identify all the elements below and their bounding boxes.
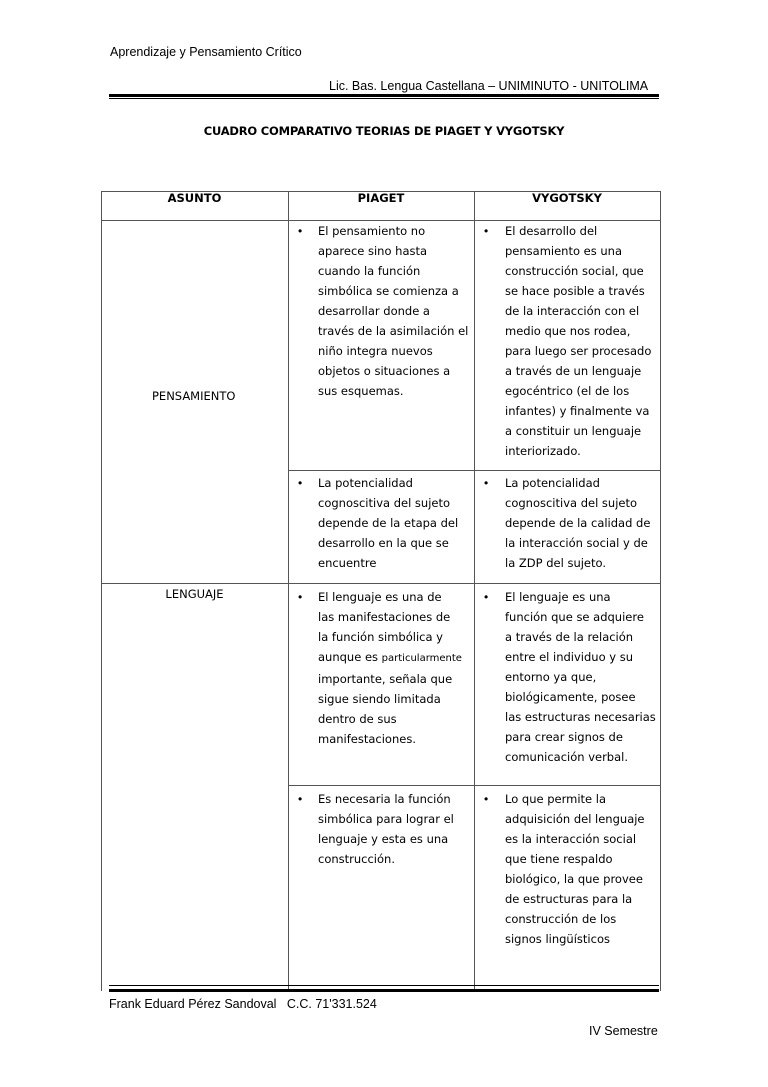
- footer-rule: [109, 989, 659, 992]
- bullet: •: [484, 476, 489, 490]
- bullet: •: [298, 224, 303, 238]
- header-rule: [109, 94, 659, 97]
- bullet: •: [484, 590, 489, 604]
- page-header-program: Lic. Bas. Lengua Castellana – UNIMINUTO - UNITOLIMA: [329, 79, 649, 93]
- vygotsky-lenguaje-point-1: El lenguaje es una función que se adquiere a través de la relación entre el individuo y su entorno ya que, biológicamente, posee las estructuras necesarias para crear signos de comunicación verbal.: [505, 590, 656, 764]
- bullet: •: [484, 224, 489, 238]
- row-label-lenguaje: LENGUAJE: [165, 587, 224, 601]
- bullet: •: [484, 792, 489, 806]
- row-label-pensamiento: PENSAMIENTO: [152, 389, 236, 403]
- header-rule-thin: [109, 98, 659, 99]
- piaget-lenguaje-point-1: El lenguaje es una de las manifestaciones de la función simbólica y aunque es particularmente importante, señala que sigue siendo limitada dentro de sus manifestaciones.: [318, 590, 462, 746]
- piaget-lenguaje-point-2: Es necesaria la función simbólica para lograr el lenguaje y esta es una construcción.: [318, 792, 454, 866]
- footer-rule-thin: [109, 985, 659, 986]
- vygotsky-pensamiento-point-2: La potencialidad cognoscitiva del sujeto depende de la calidad de la interacción social y de la ZDP del sujeto.: [505, 476, 651, 570]
- column-header-vygotsky: VYGOTSKY: [532, 191, 602, 205]
- document-title: CUADRO COMPARATIVO TEORIAS DE PIAGET Y VYGOTSKY: [203, 124, 565, 138]
- page-header-course: Aprendizaje y Pensamiento Crítico: [110, 45, 302, 59]
- page-footer-semester: IV Semestre: [589, 1024, 658, 1038]
- page-footer-author: Frank Eduard Pérez Sandoval C.C. 71'331.524: [109, 997, 377, 1011]
- vygotsky-lenguaje-point-2: Lo que permite la adquisición del lenguaje es la interacción social que tiene respaldo biológico, la que provee de estructuras para la construcción de los signos lingüísticos: [505, 792, 645, 946]
- bullet: •: [298, 476, 303, 490]
- bullet: •: [298, 590, 303, 604]
- column-header-piaget: PIAGET: [357, 191, 405, 205]
- bullet: •: [298, 792, 303, 806]
- column-header-asunto: ASUNTO: [167, 191, 222, 205]
- piaget-pensamiento-point-2: La potencialidad cognoscitiva del sujeto depende de la etapa del desarrollo en la que se encuentre: [318, 476, 459, 570]
- vygotsky-pensamiento-point-1: El desarrollo del pensamiento es una construcción social, que se hace posible a través de la interacción con el medio que nos rodea, para luego ser procesado a través de un lenguaje egocéntrico (el de los infantes) y finalmente va a constituir un lenguaje interiorizado.: [505, 224, 652, 458]
- piaget-pensamiento-point-1: El pensamiento no aparece sino hasta cuando la función simbólica se comienza a desarrollar donde a través de la asimilación el niño integra nuevos objetos o situaciones a sus esquemas.: [318, 224, 469, 398]
